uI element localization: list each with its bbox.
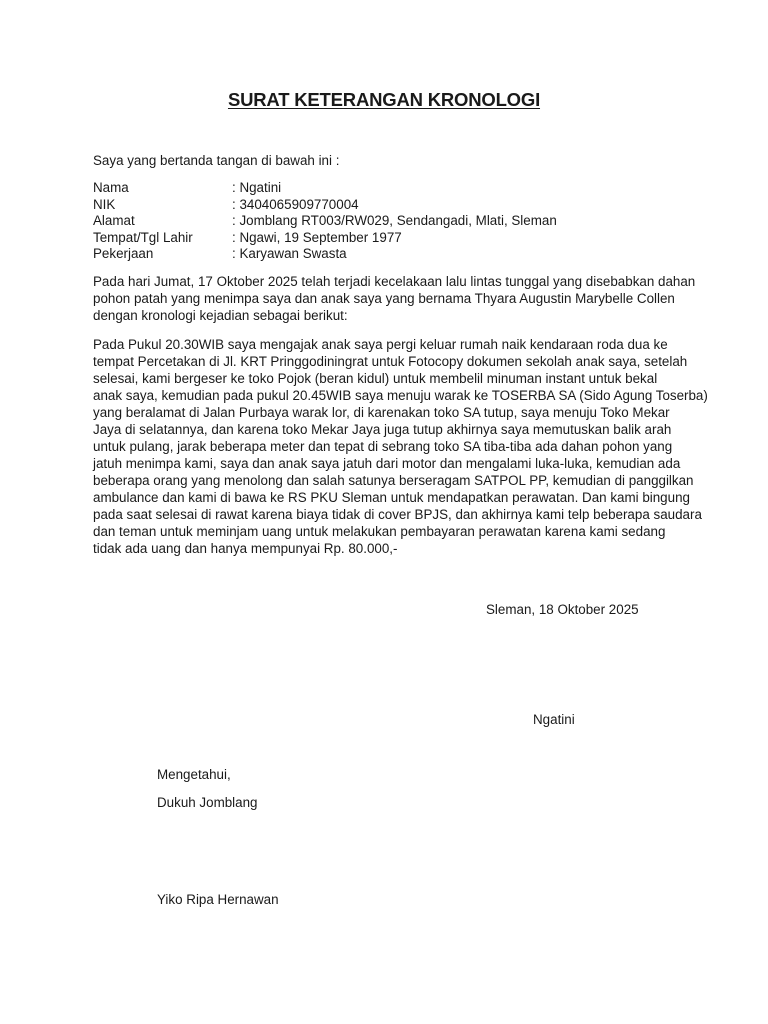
paragraph-line: dan teman untuk meminjam uang untuk melakukan pembayaran perawatan karena kami sedang — [93, 524, 666, 539]
paragraph-line: Pada Pukul 20.30WIB saya mengajak anak saya pergi keluar rumah naik kendaraan roda dua ke — [93, 337, 668, 352]
field-label: Pekerjaan — [93, 246, 154, 261]
paragraph-line: anak saya, kemudian pada pukul 20.45WIB saya menuju warak ke TOSERBA SA (Sido Agung Toserba) — [93, 388, 708, 403]
paragraph-line: pohon patah yang menimpa saya dan anak saya yang bernama Thyara Augustin Marybelle Collen — [93, 291, 675, 306]
paragraph-line: dengan kronologi kejadian sebagai berikut: — [93, 308, 348, 323]
field-label: Nama — [93, 180, 129, 195]
place-and-date: Sleman, 18 Oktober 2025 — [486, 602, 639, 617]
paragraph-line: tempat Percetakan di Jl. KRT Pringgodiningrat untuk Fotocopy dokumen sekolah anak saya, setelah — [93, 354, 688, 369]
field-label: Tempat/Tgl Lahir — [93, 229, 193, 245]
paragraph-line: Jaya di selatannya, dan karena toko Mekar Jaya juga tutup akhirnya saya memutuskan balik arah — [93, 422, 672, 437]
paragraph-line: tidak ada uang dan hanya mempunyai Rp. 80.000,- — [93, 541, 398, 556]
incident-summary-paragraph — [93, 273, 696, 324]
field-value: : Jomblang RT003/RW029, Sendangadi, Mlati, Sleman — [232, 213, 557, 228]
field-value: : Ngawi, 19 September 1977 — [232, 229, 402, 245]
chronology-paragraph — [93, 336, 708, 557]
paragraph-line: pada saat selesai di rawat karena biaya tidak di cover BPJS, dan akhirnya kami telp beberapa saudara — [93, 507, 702, 522]
paragraph-line: yang beralamat di Jalan Purbaya warak lor, di karenakan toko SA tutup, saya menuju Toko Mekar — [93, 405, 670, 420]
paragraph-line: beberapa orang yang menolong dan salah satunya berseragam SATPOL PP, kemudian di panggilkan — [93, 473, 694, 488]
document-title: SURAT KETERANGAN KRONOLOGI — [227, 89, 541, 110]
paragraph-line: Pada hari Jumat, 17 Oktober 2025 telah terjadi kecelakaan lalu lintas tunggal yang disebabkan dahan — [93, 274, 696, 289]
intro-line: Saya yang bertanda tangan di bawah ini : — [93, 153, 340, 168]
field-value: : Karyawan Swasta — [232, 246, 347, 261]
field-label: NIK — [93, 196, 116, 212]
acknowledger-title: Dukuh Jomblang — [157, 795, 258, 810]
acknowledger-name: Yiko Ripa Hernawan — [157, 892, 279, 907]
field-value: : Ngatini — [232, 180, 282, 195]
paragraph-line: selesai, kami bergeser ke toko Pojok (beran kidul) untuk membelil minuman instant untuk bekal — [93, 371, 658, 386]
acknowledged-label: Mengetahui, — [157, 767, 231, 782]
field-label: Alamat — [93, 213, 135, 228]
paragraph-line: untuk pulang, jarak beberapa meter dan tepat di sebrang toko SA tiba-tiba ada dahan pohon yang — [93, 439, 673, 454]
paragraph-line: ambulance dan kami di bawa ke RS PKU Sleman untuk mendapatkan perawatan. Dan kami bingung — [93, 490, 690, 505]
signer-name: Ngatini — [533, 712, 575, 727]
paragraph-line: jatuh menimpa kami, saya dan anak saya jatuh dari motor dan mengalami luka-luka, kemudian ada — [93, 456, 681, 471]
field-value: : 3404065909770004 — [232, 196, 359, 212]
